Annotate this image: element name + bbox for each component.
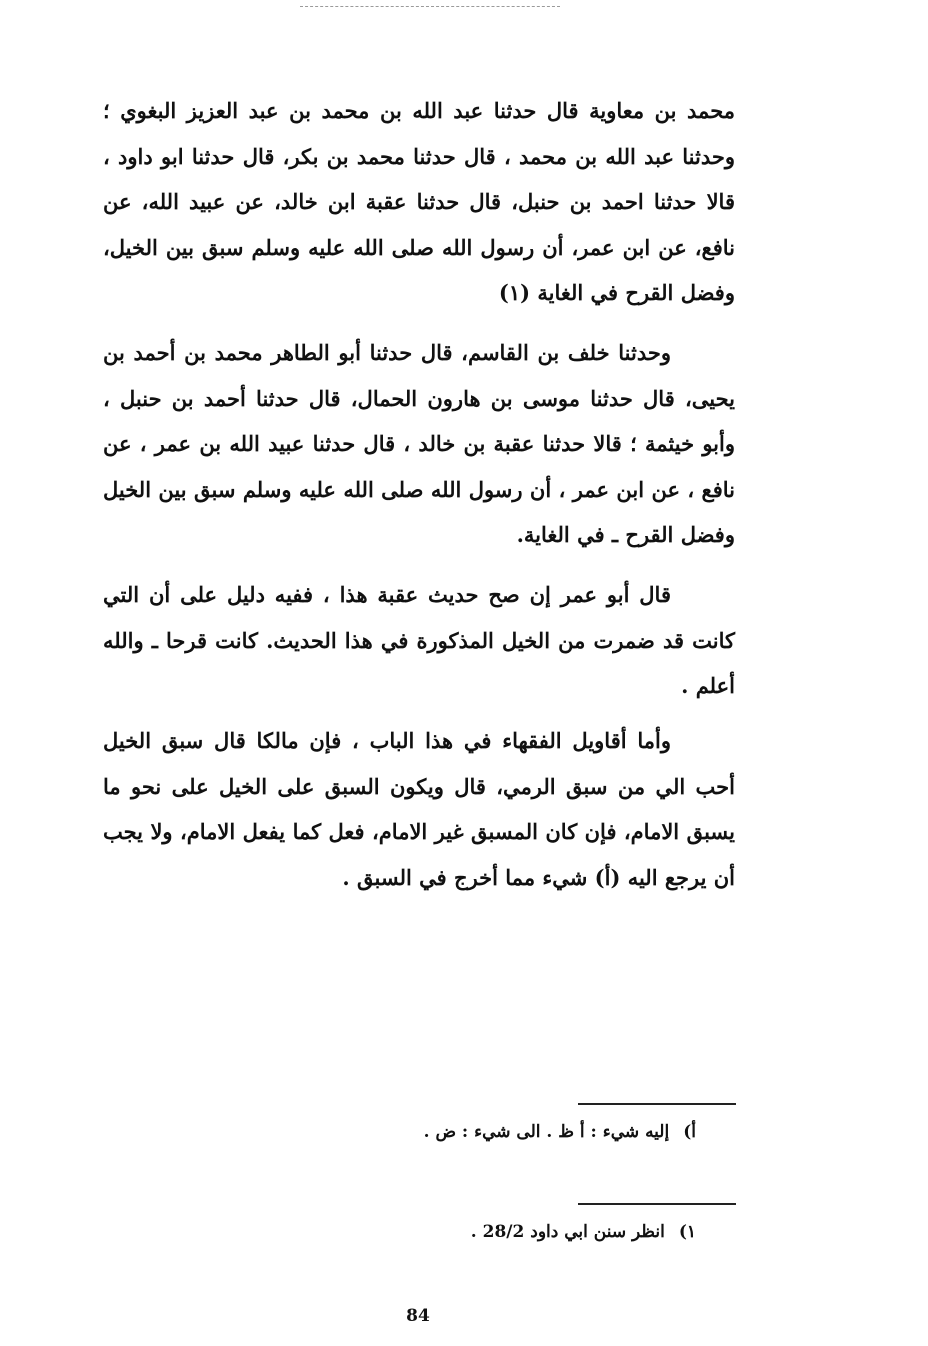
footnote-text: إليه شيء : أ ظ . الى شيء : ض . — [423, 1122, 670, 1142]
footnote-1 — [471, 1222, 696, 1242]
page-number: 84 — [406, 1306, 430, 1326]
header-rule — [300, 6, 560, 7]
footnote-separator — [578, 1203, 736, 1205]
footnote-marker: ١) — [678, 1222, 696, 1242]
footnote-separator — [578, 1103, 736, 1105]
paragraph-3: قال أبو عمر إن صح حديث عقبة هذا ، ففيه دليل على أن التي كانت قد ضمرت من الخيل المذكورة في هذا الحديث. كانت قرحا ـ والله أعلم . — [103, 582, 735, 698]
footnote-marker: أ) — [683, 1122, 696, 1142]
paragraph-1: محمد بن معاوية قال حدثنا عبد الله بن محمد بن عبد العزيز البغوي ؛ وحدثنا عبد الله بن محمد ، قال حدثنا محمد بن بكر، قال حدثنا ابو داود ، قالا حدثنا احمد بن حنبل، قال حدثنا عقبة ابن خالد، عن عبيد الله، عن نافع، عن ابن عمر، أن رسول الله صلى الله عليه وسلم سبق بين الخيل، وفضل القرح في الغاية (١) — [103, 98, 735, 305]
paragraph-4: وأما أقاويل الفقهاء في هذا الباب ، فإن مالكا قال سبق الخيل أحب الي من سبق الرمي، قال ويكون السبق على الخيل على نحو ما يسبق الامام، فإن كان المسبق غير الامام، فعل كما يفعل الامام، ولا يجب أن يرجع اليه (أ) شيء مما أخرج في السبق . — [103, 728, 735, 890]
footnote-text: انظر سنن ابي داود 28/2 . — [470, 1222, 665, 1242]
paragraph-2: وحدثنا خلف بن القاسم، قال حدثنا أبو الطاهر محمد بن أحمد بن يحيى، قال حدثنا موسى بن هارون الحمال، قال حدثنا أحمد بن حنبل ، وأبو خيثمة ؛ قالا حدثنا عقبة بن خالد ، قال حدثنا عبيد الله بن عمر ، عن نافع ، عن ابن عمر ، أن رسول الله صلى الله عليه وسلم سبق بين الخيل وفضل القرح ـ في الغاية. — [103, 340, 735, 547]
footnote-a — [424, 1122, 696, 1142]
